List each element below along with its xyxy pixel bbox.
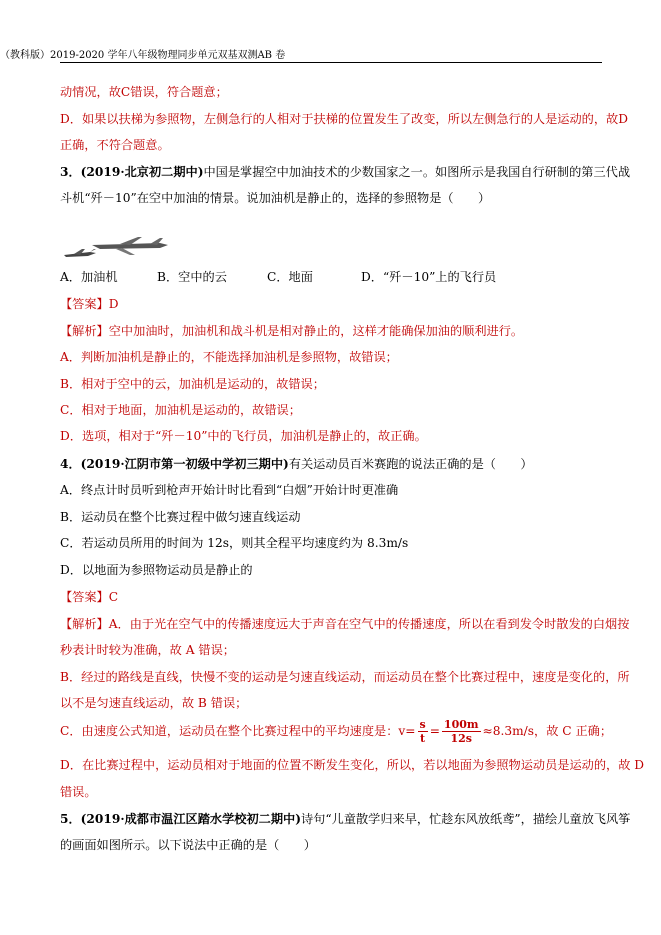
- option-c: C．若运动员所用的时间为 12s，则其全程平均速度约为 8.3m/s: [60, 536, 409, 550]
- text-line: D．选项，相对于“歼－10”中的飞行员，加油机是静止的，故正确。: [60, 429, 427, 443]
- fraction-values: [442, 718, 481, 745]
- option-d: D．以地面为参照物运动员是静止的: [60, 563, 253, 577]
- text-line: 错误。: [60, 785, 97, 799]
- numerator-s: s: [419, 718, 426, 731]
- option-a: A．终点计时员听到枪声开始计时比看到“白烟”开始计时更准确: [60, 483, 399, 497]
- text-line: B．相对于空中的云，加油机是运动的，故错误；: [60, 377, 325, 391]
- text-line: 秒表计时较为准确，故 A 错误；: [60, 643, 235, 657]
- page-header: （教科版）2019-2020 学年八年级物理同步单元双基双测AB 卷: [0, 50, 286, 61]
- question-text: 中国是掌握空中加油技术的少数国家之一。如图所示是我国自行研制的第三代战: [203, 165, 631, 179]
- explanation-head: 【解析】: [60, 324, 109, 338]
- answer-label: 【答案】D: [60, 297, 119, 311]
- question-3: [60, 163, 630, 181]
- text-line: C．相对于地面，加油机是运动的，故错误；: [60, 403, 301, 417]
- denominator-t: t: [420, 732, 426, 745]
- text-line: B．经过的路线是直线，快慢不变的运动是匀速直线运动，而运动员在整个比赛过程中，速度是变化的，所: [60, 670, 630, 684]
- denominator-12s: 12s: [450, 732, 472, 745]
- question-3-options: [60, 268, 496, 286]
- question-text: 有关运动员百米赛跑的说法正确的是（ ）: [288, 457, 533, 471]
- fraction-s-over-t: [418, 718, 428, 745]
- formula-v: v=: [398, 724, 416, 738]
- text-line: A．判断加油机是静止的，不能选择加油机是参照物，故错误；: [60, 350, 398, 364]
- question-source: 3．(2019·北京初二期中): [60, 165, 204, 179]
- formula-equals: =: [429, 724, 440, 738]
- option-d: D．“歼－10”上的飞行员: [361, 270, 497, 284]
- text-line: D．在比赛过程中，运动员相对于地面的位置不断发生变化，所以，若以地面为参照物运动员是运动的，故 D: [60, 758, 645, 772]
- formula-prefix: C．由速度公式知道，运动员在整个比赛过程中的平均速度是：: [60, 724, 399, 738]
- numerator-100m: 100m: [443, 718, 479, 731]
- explanation: [60, 615, 629, 633]
- velocity-formula-line: [60, 716, 612, 746]
- text-line: 正确，不符合题意。: [60, 138, 170, 152]
- option-a: A．加油机: [60, 270, 118, 284]
- option-b: B．运动员在整个比赛过程中做匀速直线运动: [60, 510, 301, 524]
- text-line: 的画面如图所示。以下说法中正确的是（ ）: [60, 838, 316, 852]
- question-source: 4．(2019·江阴市第一初级中学初三期中): [60, 457, 289, 471]
- explanation: [60, 322, 523, 340]
- answer-label: 【答案】C: [60, 590, 119, 604]
- question-text: 诗句“儿童散学归来早，忙趁东风放纸鸢”，描绘儿童放飞风筝: [301, 812, 631, 826]
- question-4: [60, 455, 533, 473]
- header-divider: [60, 62, 602, 63]
- formula-result: ≈8.3m/s，故 C 正确；: [482, 724, 613, 738]
- question-5: [60, 810, 630, 828]
- text-line: 动情况，故C错误，符合题意；: [60, 85, 228, 99]
- option-c: C．地面: [267, 270, 313, 284]
- option-b: B．空中的云: [157, 270, 227, 284]
- explanation-head: 【解析】: [60, 617, 109, 631]
- text-line: 斗机“歼－10”在空中加油的情景。说加油机是静止的，选择的参照物是（ ）: [60, 191, 491, 205]
- explanation-text: A．由于光在空气中的传播速度远大于声音在空气中的传播速度，所以在看到发令时散发的白烟按: [108, 617, 630, 631]
- text-line: 以不是匀速直线运动，故 B 错误；: [60, 696, 248, 710]
- text-line: D．如果以扶梯为参照物，左侧急行的人相对于扶梯的位置发生了改变，所以左侧急行的人是运动的，故D: [60, 112, 628, 126]
- explanation-text: 空中加油时，加油机和战斗机是相对静止的，这样才能确保加油的顺利进行。: [108, 324, 524, 338]
- question-source: 5．(2019·成都市温江区踏水学校初二期中): [60, 812, 301, 826]
- refueling-plane-image: [60, 235, 170, 263]
